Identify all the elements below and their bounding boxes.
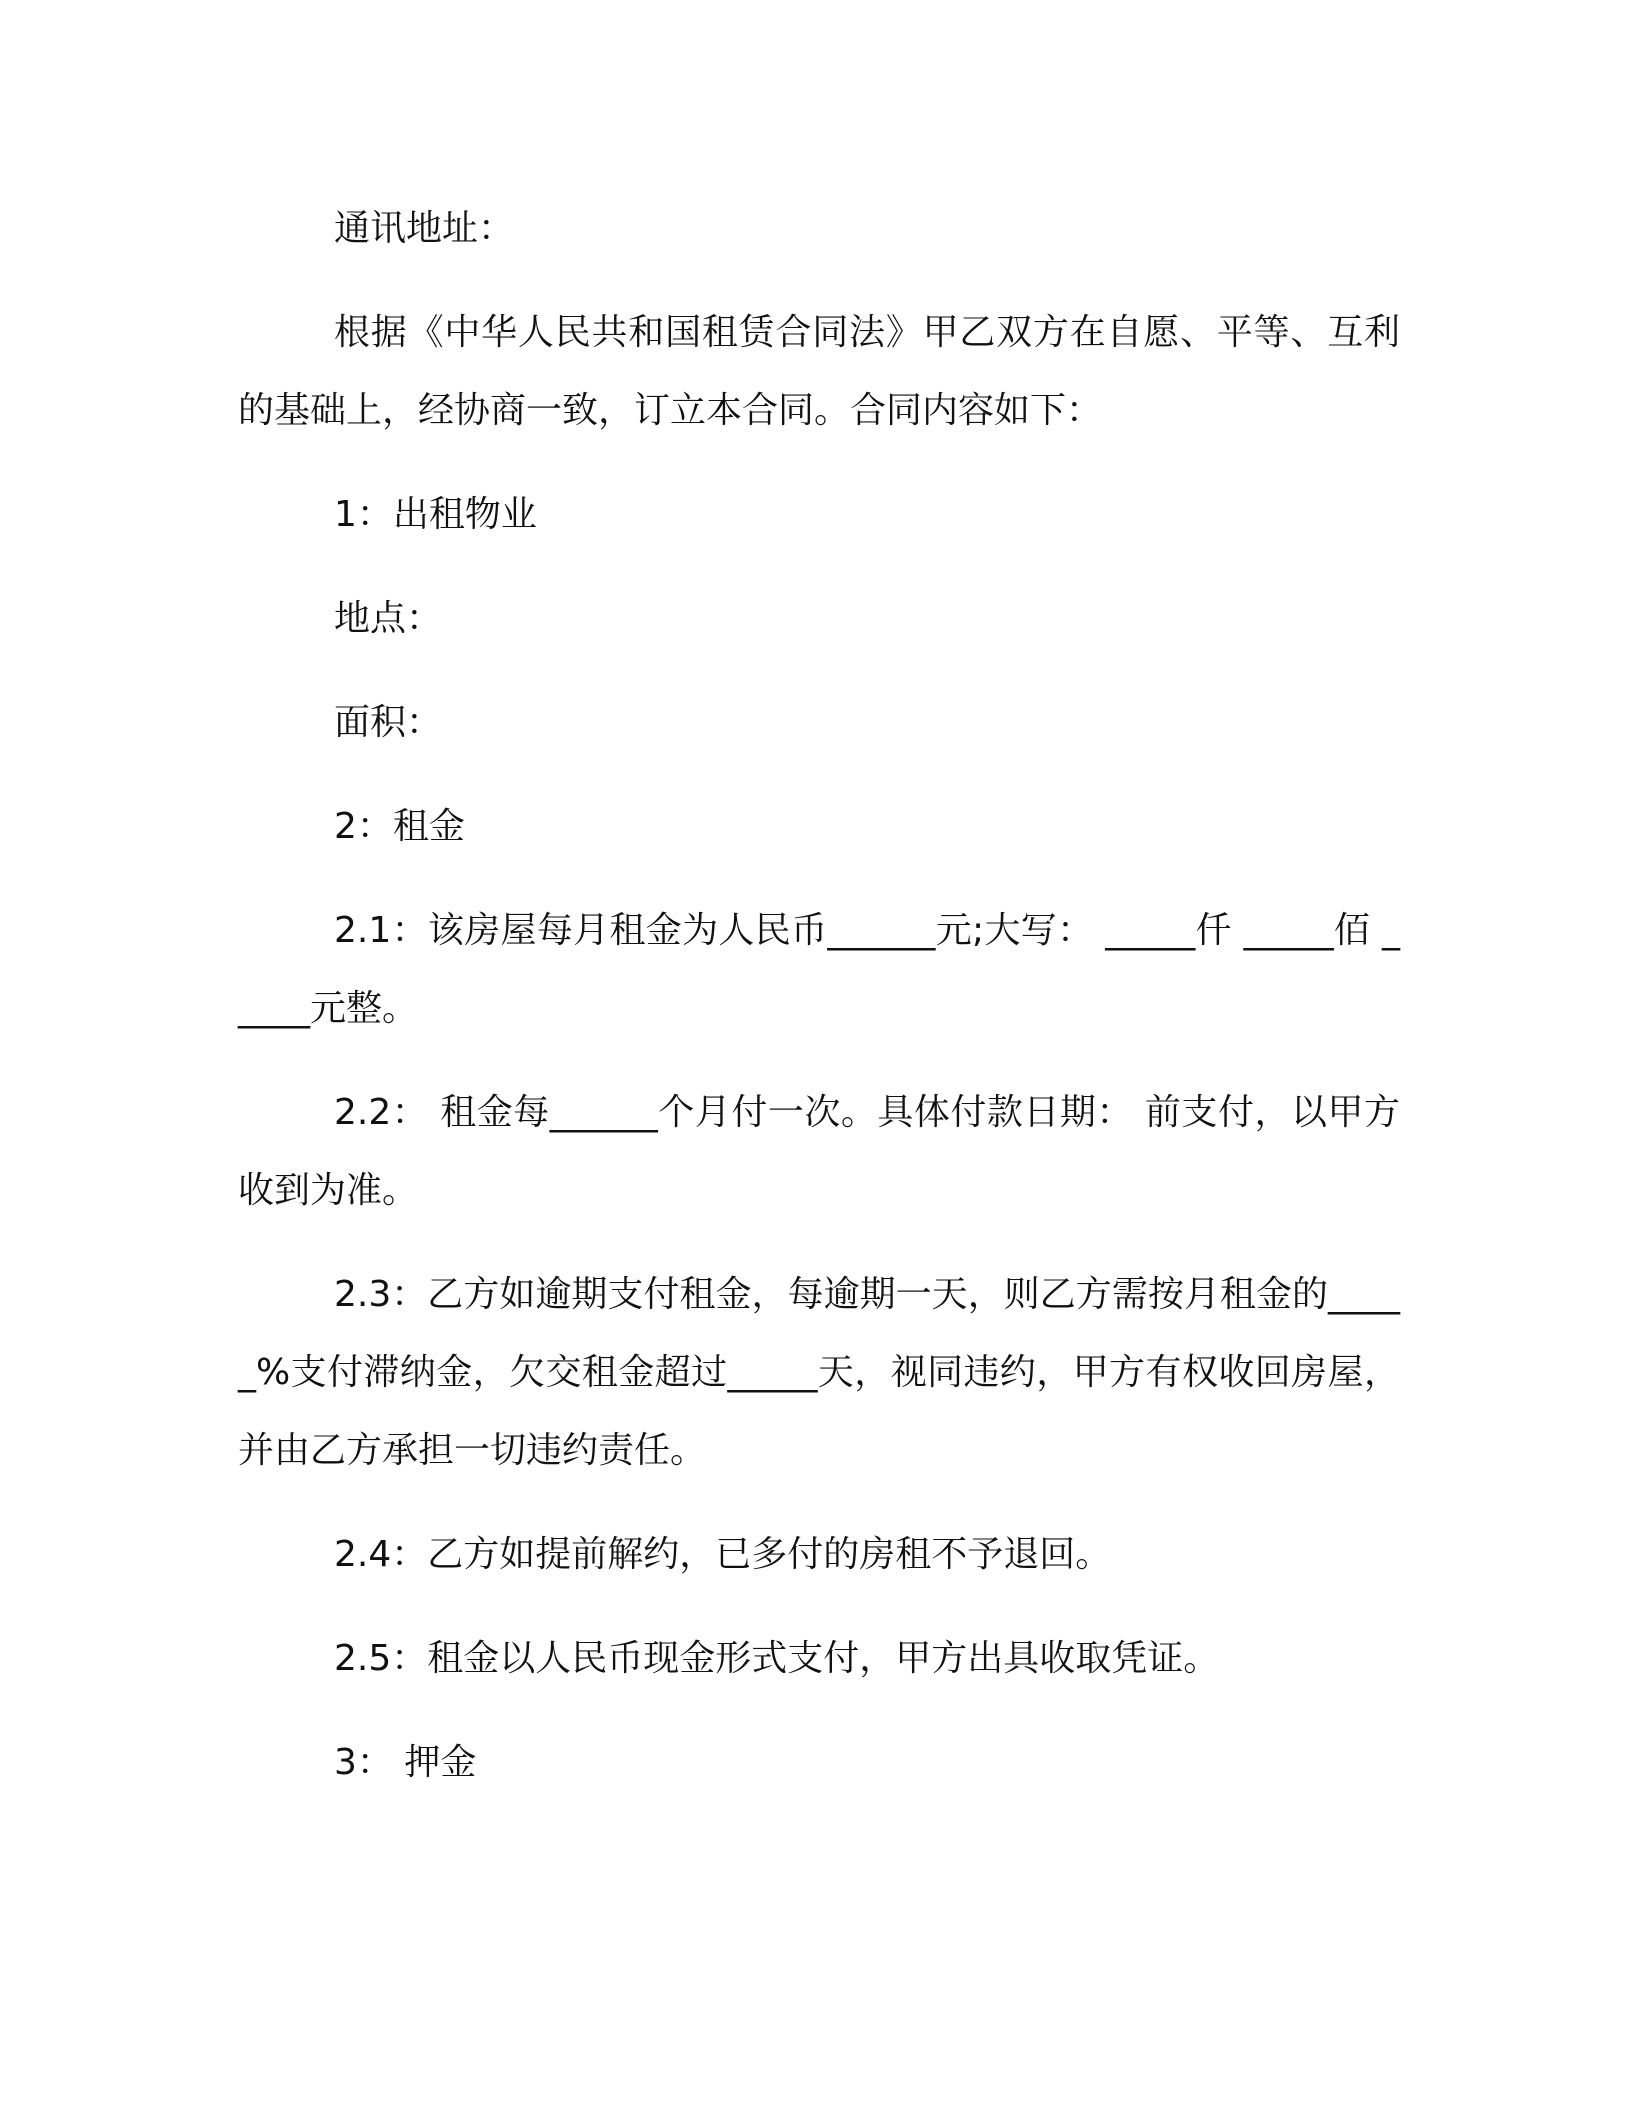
section-heading-rent: 2：租金	[334, 806, 465, 847]
clause-2-4: 2.4：乙方如提前解约，已多付的房租不予退回。	[334, 1534, 1112, 1575]
section-heading-property: 1：出租物业	[334, 494, 537, 535]
section-heading-deposit: 3： 押金	[334, 1742, 477, 1783]
paragraph-address: 通讯地址：	[334, 208, 515, 249]
clause-2-3: 2.3：乙方如逾期支付租金，每逾期一天，则乙方需按月租金的_____%支付滞纳金，欠交租金超过_____天，视同违约，甲方有权收回房屋，并由乙方承担一切违约责任。	[238, 1274, 1400, 1471]
clause-2-5: 2.5：租金以人民币现金形式支付，甲方出具收取凭证。	[334, 1638, 1220, 1679]
clause-2-1: 2.1：该房屋每月租金为人民币______元;大写： _____仟 _____佰 _____元整。	[238, 910, 1400, 1029]
document-body	[238, 190, 1400, 1828]
paragraph-preamble: 根据《中华人民共和国租赁合同法》甲乙双方在自愿、平等、互利的基础上，经协商一致，订立本合同。合同内容如下：	[238, 312, 1400, 431]
paragraph-location: 地点：	[334, 598, 443, 639]
paragraph-area: 面积：	[334, 702, 443, 743]
clause-2-2: 2.2： 租金每______个月付一次。具体付款日期： 前支付，以甲方收到为准。	[238, 1092, 1400, 1211]
